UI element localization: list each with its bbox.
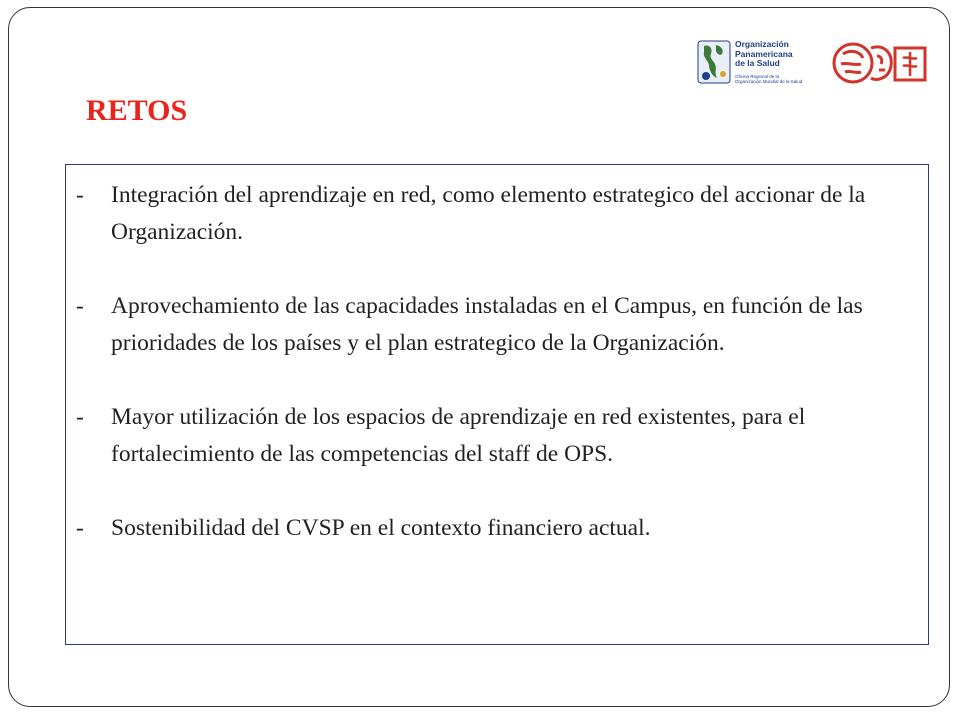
list-bullet: - bbox=[76, 404, 84, 430]
list-item bbox=[76, 510, 906, 547]
list-bullet: - bbox=[76, 293, 84, 319]
page-title: RETOS bbox=[86, 94, 188, 127]
challenge-list bbox=[76, 177, 906, 547]
list-item bbox=[76, 177, 906, 251]
list-item-text: Sostenibilidad del CVSP en el contexto financiero actual. bbox=[111, 515, 651, 541]
header-logos bbox=[697, 38, 937, 92]
list-item-text: Mayor utilización de los espacios de aprendizaje en red existentes, para el fortalecimiento de las competencias del staff de OPS. bbox=[111, 404, 806, 467]
content-box bbox=[65, 164, 929, 645]
list-item bbox=[76, 399, 906, 473]
campus-logo-icon bbox=[831, 40, 931, 86]
list-item-text: Integración del aprendizaje en red, como elemento estrategico del accionar de la Organización. bbox=[111, 182, 866, 245]
paho-logo bbox=[697, 38, 827, 92]
list-item-text: Aprovechamiento de las capacidades instaladas en el Campus, en función de las prioridades de los países y el plan estrategico de la Organización. bbox=[111, 293, 863, 356]
paho-name: Organización Panamericana de la Salud bbox=[735, 39, 793, 68]
slide-frame bbox=[8, 7, 950, 707]
list-bullet: - bbox=[76, 182, 84, 208]
list-bullet: - bbox=[76, 515, 84, 541]
paho-globe-icon bbox=[697, 40, 731, 84]
paho-subtitle: Oficina Regional de la Organización Mundial de la Salud bbox=[735, 74, 803, 84]
list-item bbox=[76, 288, 906, 362]
